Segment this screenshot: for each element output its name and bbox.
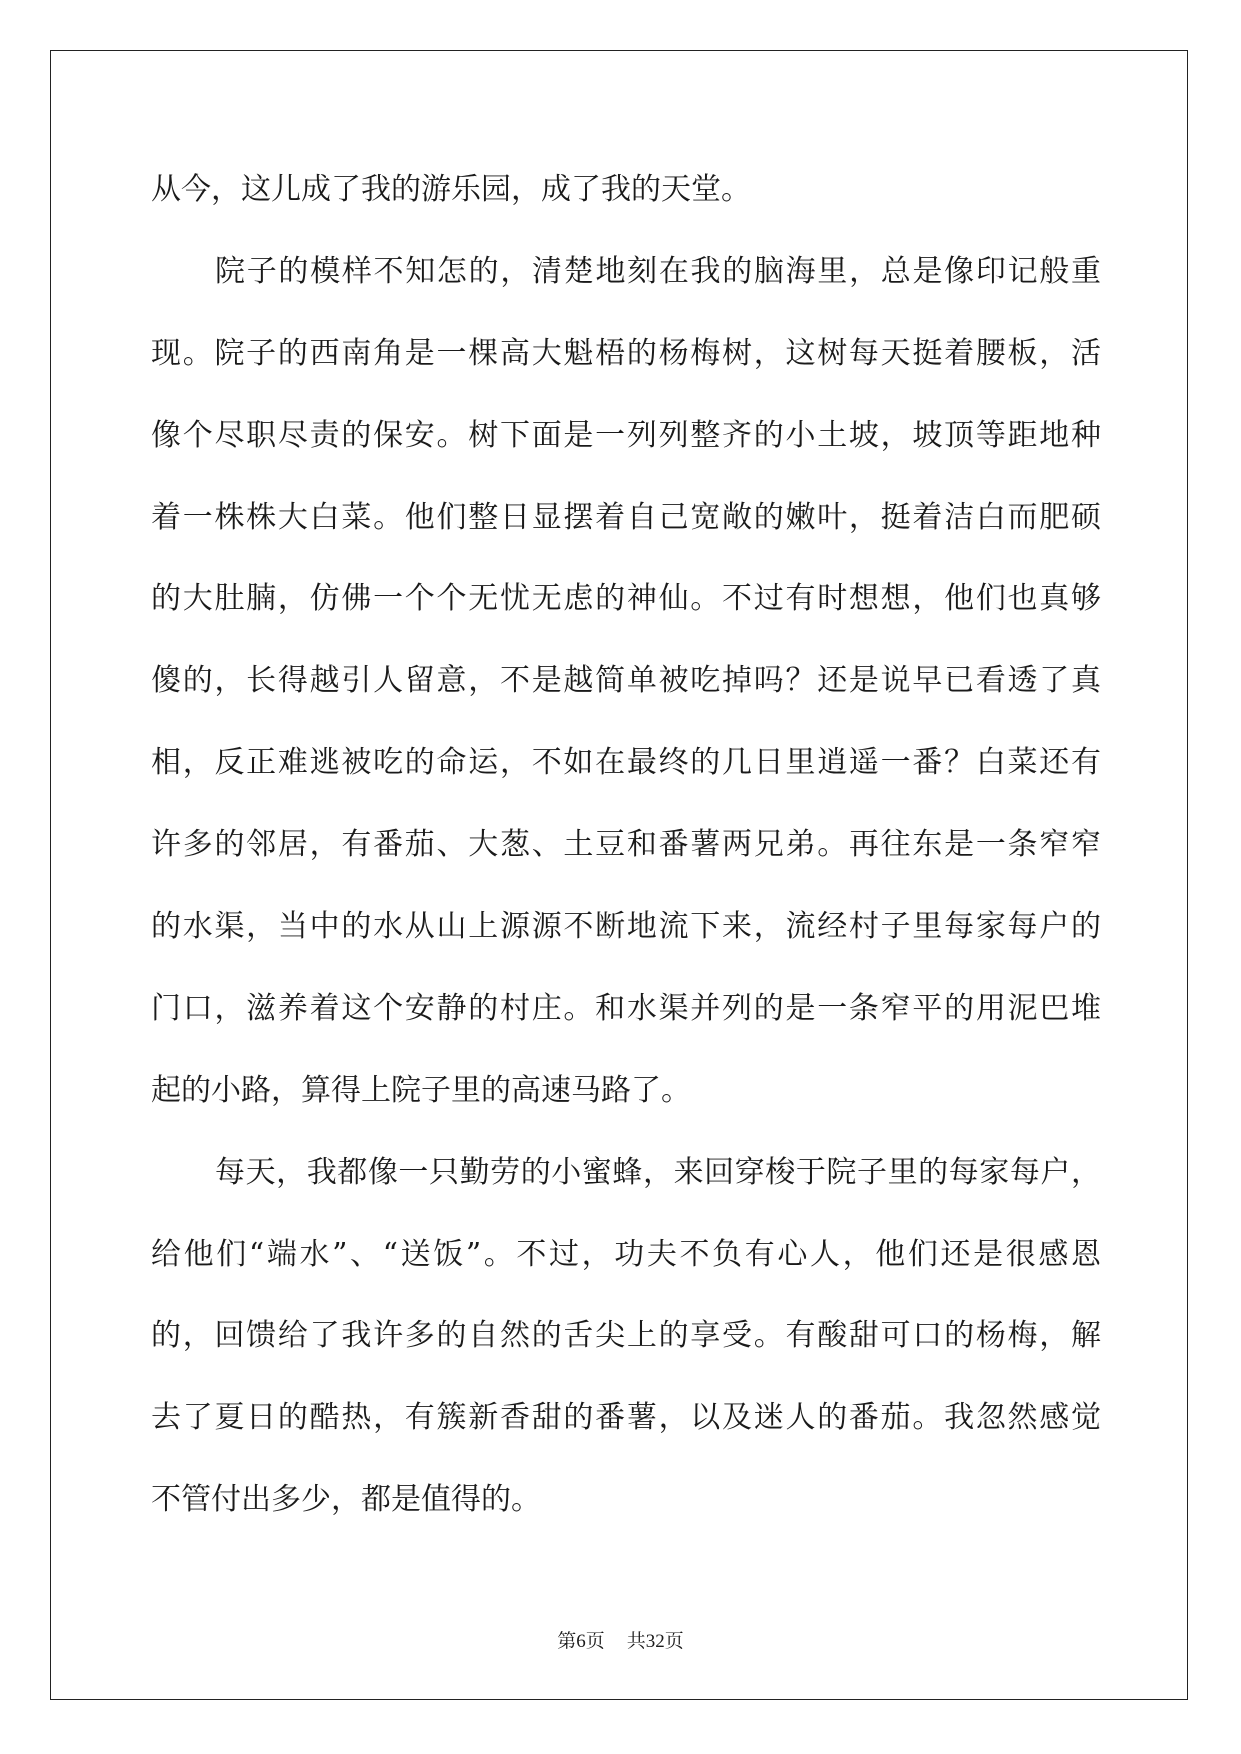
text-line: 傻的，长得越引人留意，不是越简单被吃掉吗？还是说早已看透了真 (151, 663, 1101, 699)
text-line: 去了夏日的酷热，有簇新香甜的番薯，以及迷人的番茄。我忽然感觉 (151, 1400, 1101, 1436)
text-line: 门口，滋养着这个安静的村庄。和水渠并列的是一条窄平的用泥巴堆 (151, 990, 1101, 1026)
paragraph-start-line: 院子的模样不知怎的，清楚地刻在我的脑海里，总是像印记般重 (215, 253, 1101, 289)
text-line: 着一株株大白菜。他们整日显摆着自己宽敞的嫩叶，挺着洁白而肥硕 (151, 499, 1101, 535)
total-suffix: 页 (664, 1630, 684, 1652)
page-number: 6 (576, 1631, 586, 1652)
text-line: 的大肚腩，仿佛一个个无忧无虑的神仙。不过有时想想，他们也真够 (151, 581, 1101, 617)
paragraph-end-line: 起的小路，算得上院子里的高速马路了。 (151, 1072, 691, 1108)
text-line: 现。院子的西南角是一棵高大魁梧的杨梅树，这树每天挺着腰板，活 (151, 335, 1101, 371)
page-footer (0, 1628, 1241, 1655)
total-pages: 32 (645, 1631, 665, 1652)
text-line: 从今，这儿成了我的游乐园，成了我的天堂。 (151, 172, 751, 207)
text-line: 像个尽职尽责的保安。树下面是一列列整齐的小土坡，坡顶等距地种 (151, 417, 1101, 453)
text-line: 相，反正难逃被吃的命运，不如在最终的几日里逍遥一番？白菜还有 (151, 745, 1101, 781)
total-prefix: 共 (626, 1630, 646, 1652)
document-body (151, 160, 1101, 1552)
text-line: 的，回馈给了我许多的自然的舌尖上的享受。有酸甜可口的杨梅，解 (151, 1318, 1101, 1354)
text-line: 给他们“端水”、“送饭”。不过，功夫不负有心人，他们还是很感恩 (151, 1236, 1101, 1272)
page-prefix: 第 (557, 1630, 577, 1652)
text-line: 的水渠，当中的水从山上源源不断地流下来，流经村子里每家每户的 (151, 909, 1101, 945)
paragraph-end-line: 不管付出多少，都是值得的。 (151, 1482, 541, 1518)
paragraph-start-line: 每天，我都像一只勤劳的小蜜蜂，来回穿梭于院子里的每家每户， (215, 1154, 1101, 1190)
text-line: 许多的邻居，有番茄、大葱、土豆和番薯两兄弟。再往东是一条窄窄 (151, 827, 1101, 863)
page-suffix: 页 (585, 1630, 605, 1652)
